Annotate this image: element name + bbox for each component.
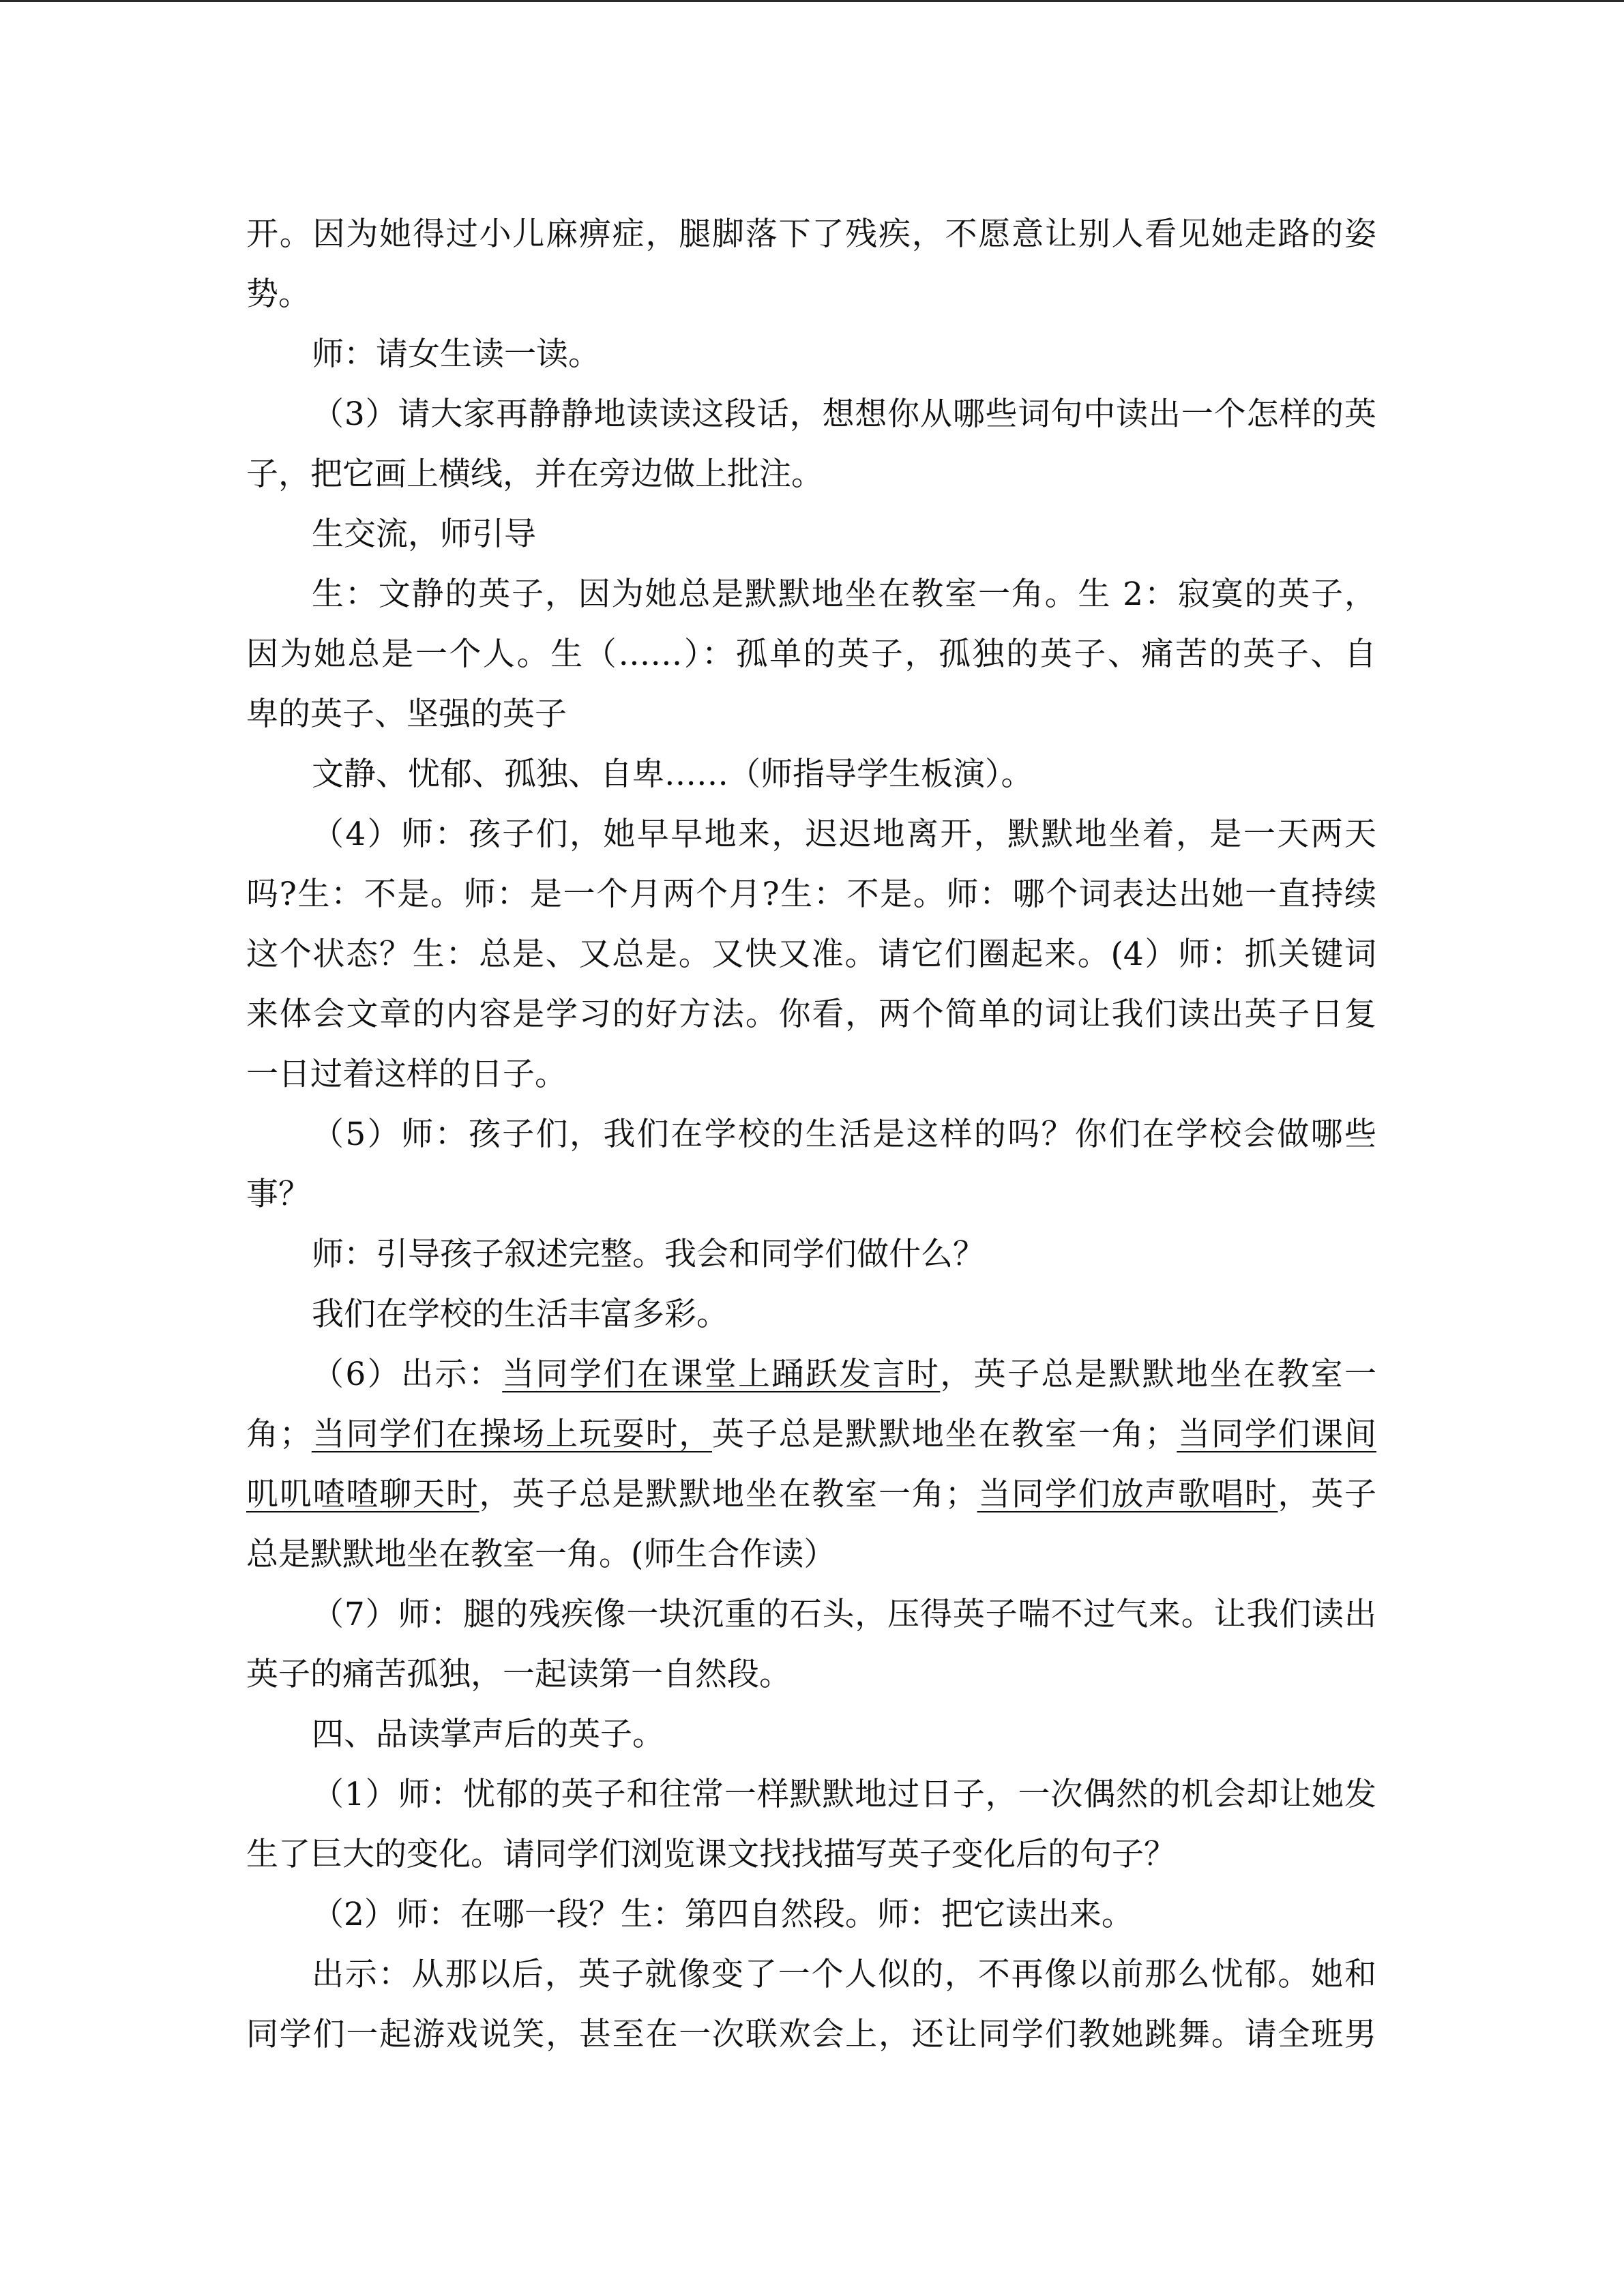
text-line: （5）师：孩子们，我们在学校的生活是这样的吗？你们在学校会做哪些	[312, 1116, 1376, 1153]
paragraph	[246, 385, 1376, 505]
text-run: （6）出示：	[312, 1356, 503, 1393]
paragraph	[246, 1225, 1376, 1285]
text-line: 因为她总是一个人。生（……）：孤单的英子，孤独的英子、痛苦的英子、自	[246, 636, 1376, 673]
text-line: 一日过着这样的日子。	[246, 1056, 567, 1093]
text-line: 卑的英子、坚强的英子	[246, 696, 567, 733]
underlined-phrase: 当同学们课间	[1177, 1416, 1377, 1453]
text-line	[246, 1405, 1376, 1465]
text-line: （1）师：忧郁的英子和往常一样默默地过日子，一次偶然的机会却让她发	[312, 1776, 1376, 1813]
text-line: 事？	[246, 1176, 310, 1213]
text-line	[246, 1345, 1376, 1405]
document-body	[246, 205, 1376, 2065]
paragraph	[246, 1885, 1376, 1945]
text-run: ，英子总是默默地坐在教室一角；	[479, 1476, 977, 1513]
text-line: 我们在学校的生活丰富多彩。	[312, 1296, 728, 1333]
underlined-phrase: 当同学们在操场上玩耍时，	[311, 1416, 713, 1453]
text-line: （3）请大家再静静地读读这段话，想想你从哪些词句中读出一个怎样的英	[312, 396, 1376, 433]
underlined-phrase: 当同学们放声歌唱时	[977, 1476, 1278, 1513]
paragraph	[246, 1765, 1376, 1885]
paragraph	[246, 1585, 1376, 1705]
text-line: 这个状态？生：总是、又总是。又快又准。请它们圈起来。(4）师：抓关键词	[246, 936, 1376, 973]
text-line: 生交流，师引导	[312, 516, 536, 553]
text-line: 四、品读掌声后的英子。	[312, 1716, 664, 1753]
text-line: 出示：从那以后，英子就像变了一个人似的，不再像以前那么忧郁。她和	[312, 1956, 1376, 1993]
text-run: 角；	[246, 1416, 312, 1453]
page-top-edge	[0, 0, 1624, 2]
underlined-phrase: 当同学们在课堂上踊跃发言时	[502, 1356, 941, 1393]
text-line: 师：请女生读一读。	[312, 336, 600, 373]
text-line: 同学们一起游戏说笑，甚至在一次联欢会上，还让同学们教她跳舞。请全班男	[246, 2016, 1376, 2053]
paragraph	[246, 805, 1376, 1105]
text-line: （4）师：孩子们，她早早地来，迟迟地离开，默默地坐着，是一天两天	[312, 816, 1376, 853]
text-line: 吗?生：不是。师：是一个月两个月?生：不是。师：哪个词表达出她一直持续	[246, 876, 1376, 913]
text-line	[246, 1465, 1376, 1525]
paragraph	[246, 1345, 1376, 1585]
text-line: 势。	[246, 275, 310, 313]
text-run: ，英子	[1278, 1476, 1377, 1513]
text-line: 子，把它画上横线，并在旁边做上批注。	[246, 456, 823, 493]
paragraph	[246, 1285, 1376, 1345]
paragraph	[246, 1945, 1376, 2065]
text-line: 生：文静的英子，因为她总是默默地坐在教室一角。生 2：寂寞的英子，	[312, 576, 1376, 613]
paragraph	[246, 325, 1376, 385]
text-line: 生了巨大的变化。请同学们浏览课文找找描写英子变化后的句子？	[246, 1836, 1176, 1873]
paragraph	[246, 1705, 1376, 1765]
paragraph	[246, 205, 1376, 325]
text-line: 来体会文章的内容是学习的好方法。你看，两个简单的词让我们读出英子日复	[246, 996, 1376, 1033]
underlined-phrase: 叽叽喳喳聊天时	[246, 1476, 479, 1513]
text-line: （2）师：在哪一段？生：第四自然段。师：把它读出来。	[312, 1896, 1134, 1933]
paragraph	[246, 505, 1376, 565]
text-run: ，英子总是默默地坐在教室一	[940, 1356, 1377, 1393]
text-run: 英子总是默默地坐在教室一角；	[712, 1416, 1177, 1453]
text-line: 师：引导孩子叙述完整。我会和同学们做什么？	[312, 1236, 985, 1273]
text-line: 文静、忧郁、孤独、自卑……（师指导学生板演）。	[312, 756, 1033, 793]
text-line: 开。因为她得过小儿麻痹症，腿脚落下了残疾，不愿意让别人看见她走路的姿	[246, 215, 1376, 253]
paragraph	[246, 565, 1376, 745]
paragraph	[246, 745, 1376, 805]
paragraph	[246, 1105, 1376, 1225]
text-line: （7）师：腿的残疾像一块沉重的石头，压得英子喘不过气来。让我们读出	[312, 1596, 1376, 1633]
text-line: 英子的痛苦孤独，一起读第一自然段。	[246, 1656, 791, 1693]
text-line: 总是默默地坐在教室一角。(师生合作读）	[246, 1536, 836, 1573]
